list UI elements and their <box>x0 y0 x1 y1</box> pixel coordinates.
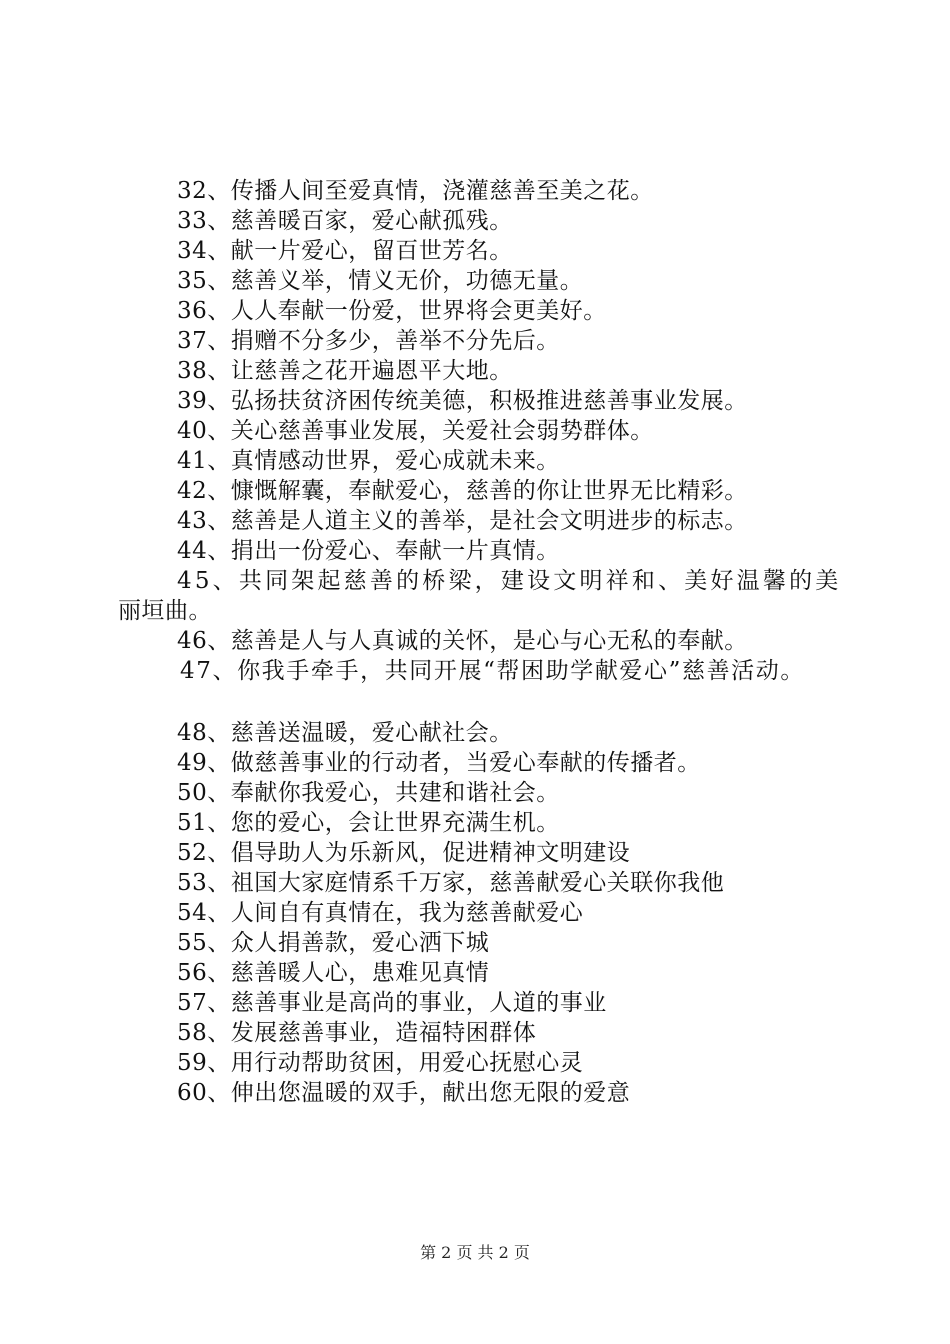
list-item-40: 40、关心慈善事业发展，关爱社会弱势群体。 <box>177 418 654 444</box>
list-item-45: 45、共同架起慈善的桥梁，建设文明祥和、美好温馨的美 <box>177 568 842 594</box>
list-item-56: 56、慈善暖人心，患难见真情 <box>177 960 490 986</box>
page-number-footer: 第 2 页 共 2 页 <box>420 1243 530 1262</box>
list-item-60: 60、伸出您温暖的双手，献出您无限的爱意 <box>177 1080 631 1106</box>
list-item-58: 58、发展慈善事业，造福特困群体 <box>177 1020 537 1046</box>
paragraph-gap <box>0 686 950 718</box>
list-item-39: 39、弘扬扶贫济困传统美德，积极推进慈善事业发展。 <box>177 388 748 414</box>
list-item-46: 46、慈善是人与人真诚的关怀，是心与心无私的奉献。 <box>177 628 748 654</box>
list-item-47: 47、你我手牵手，共同开展“帮困助学献爱心”慈善活动。 <box>180 658 805 684</box>
list-item-38: 38、让慈善之花开遍恩平大地。 <box>177 358 513 384</box>
list-item-43: 43、慈善是人道主义的善举，是社会文明进步的标志。 <box>177 508 748 534</box>
list-item-59: 59、用行动帮助贫困，用爱心抚慰心灵 <box>177 1050 584 1076</box>
list-item-45-continuation: 丽垣曲。 <box>118 598 212 624</box>
list-item-37: 37、捐赠不分多少，善举不分先后。 <box>177 328 560 354</box>
list-item-41: 41、真情感动世界，爱心成就未来。 <box>177 448 560 474</box>
document-body <box>0 176 950 1108</box>
list-item-52: 52、倡导助人为乐新风，促进精神文明建设 <box>177 840 631 866</box>
list-item-44: 44、捐出一份爱心、奉献一片真情。 <box>177 538 560 564</box>
list-item-35: 35、慈善义举，情义无价，功德无量。 <box>177 268 584 294</box>
list-item-50: 50、奉献你我爱心，共建和谐社会。 <box>177 780 560 806</box>
list-item-49: 49、做慈善事业的行动者，当爱心奉献的传播者。 <box>177 750 701 776</box>
list-item-54: 54、人间自有真情在，我为慈善献爱心 <box>177 900 584 926</box>
list-item-55: 55、众人捐善款，爱心洒下城 <box>177 930 490 956</box>
list-item-57: 57、慈善事业是高尚的事业，人道的事业 <box>177 990 607 1016</box>
list-item-33: 33、慈善暖百家，爱心献孤残。 <box>177 208 513 234</box>
list-item-51: 51、您的爱心，会让世界充满生机。 <box>177 810 560 836</box>
list-item-53: 53、祖国大家庭情系千万家，慈善献爱心关联你我他 <box>177 870 725 896</box>
list-item-36: 36、人人奉献一份爱，世界将会更美好。 <box>177 298 607 324</box>
list-item-34: 34、献一片爱心，留百世芳名。 <box>177 238 513 264</box>
list-item-48: 48、慈善送温暖，爱心献社会。 <box>177 720 513 746</box>
list-item-42: 42、慷慨解囊，奉献爱心，慈善的你让世界无比精彩。 <box>177 478 748 504</box>
list-item-32: 32、传播人间至爱真情，浇灌慈善至美之花。 <box>177 178 654 204</box>
